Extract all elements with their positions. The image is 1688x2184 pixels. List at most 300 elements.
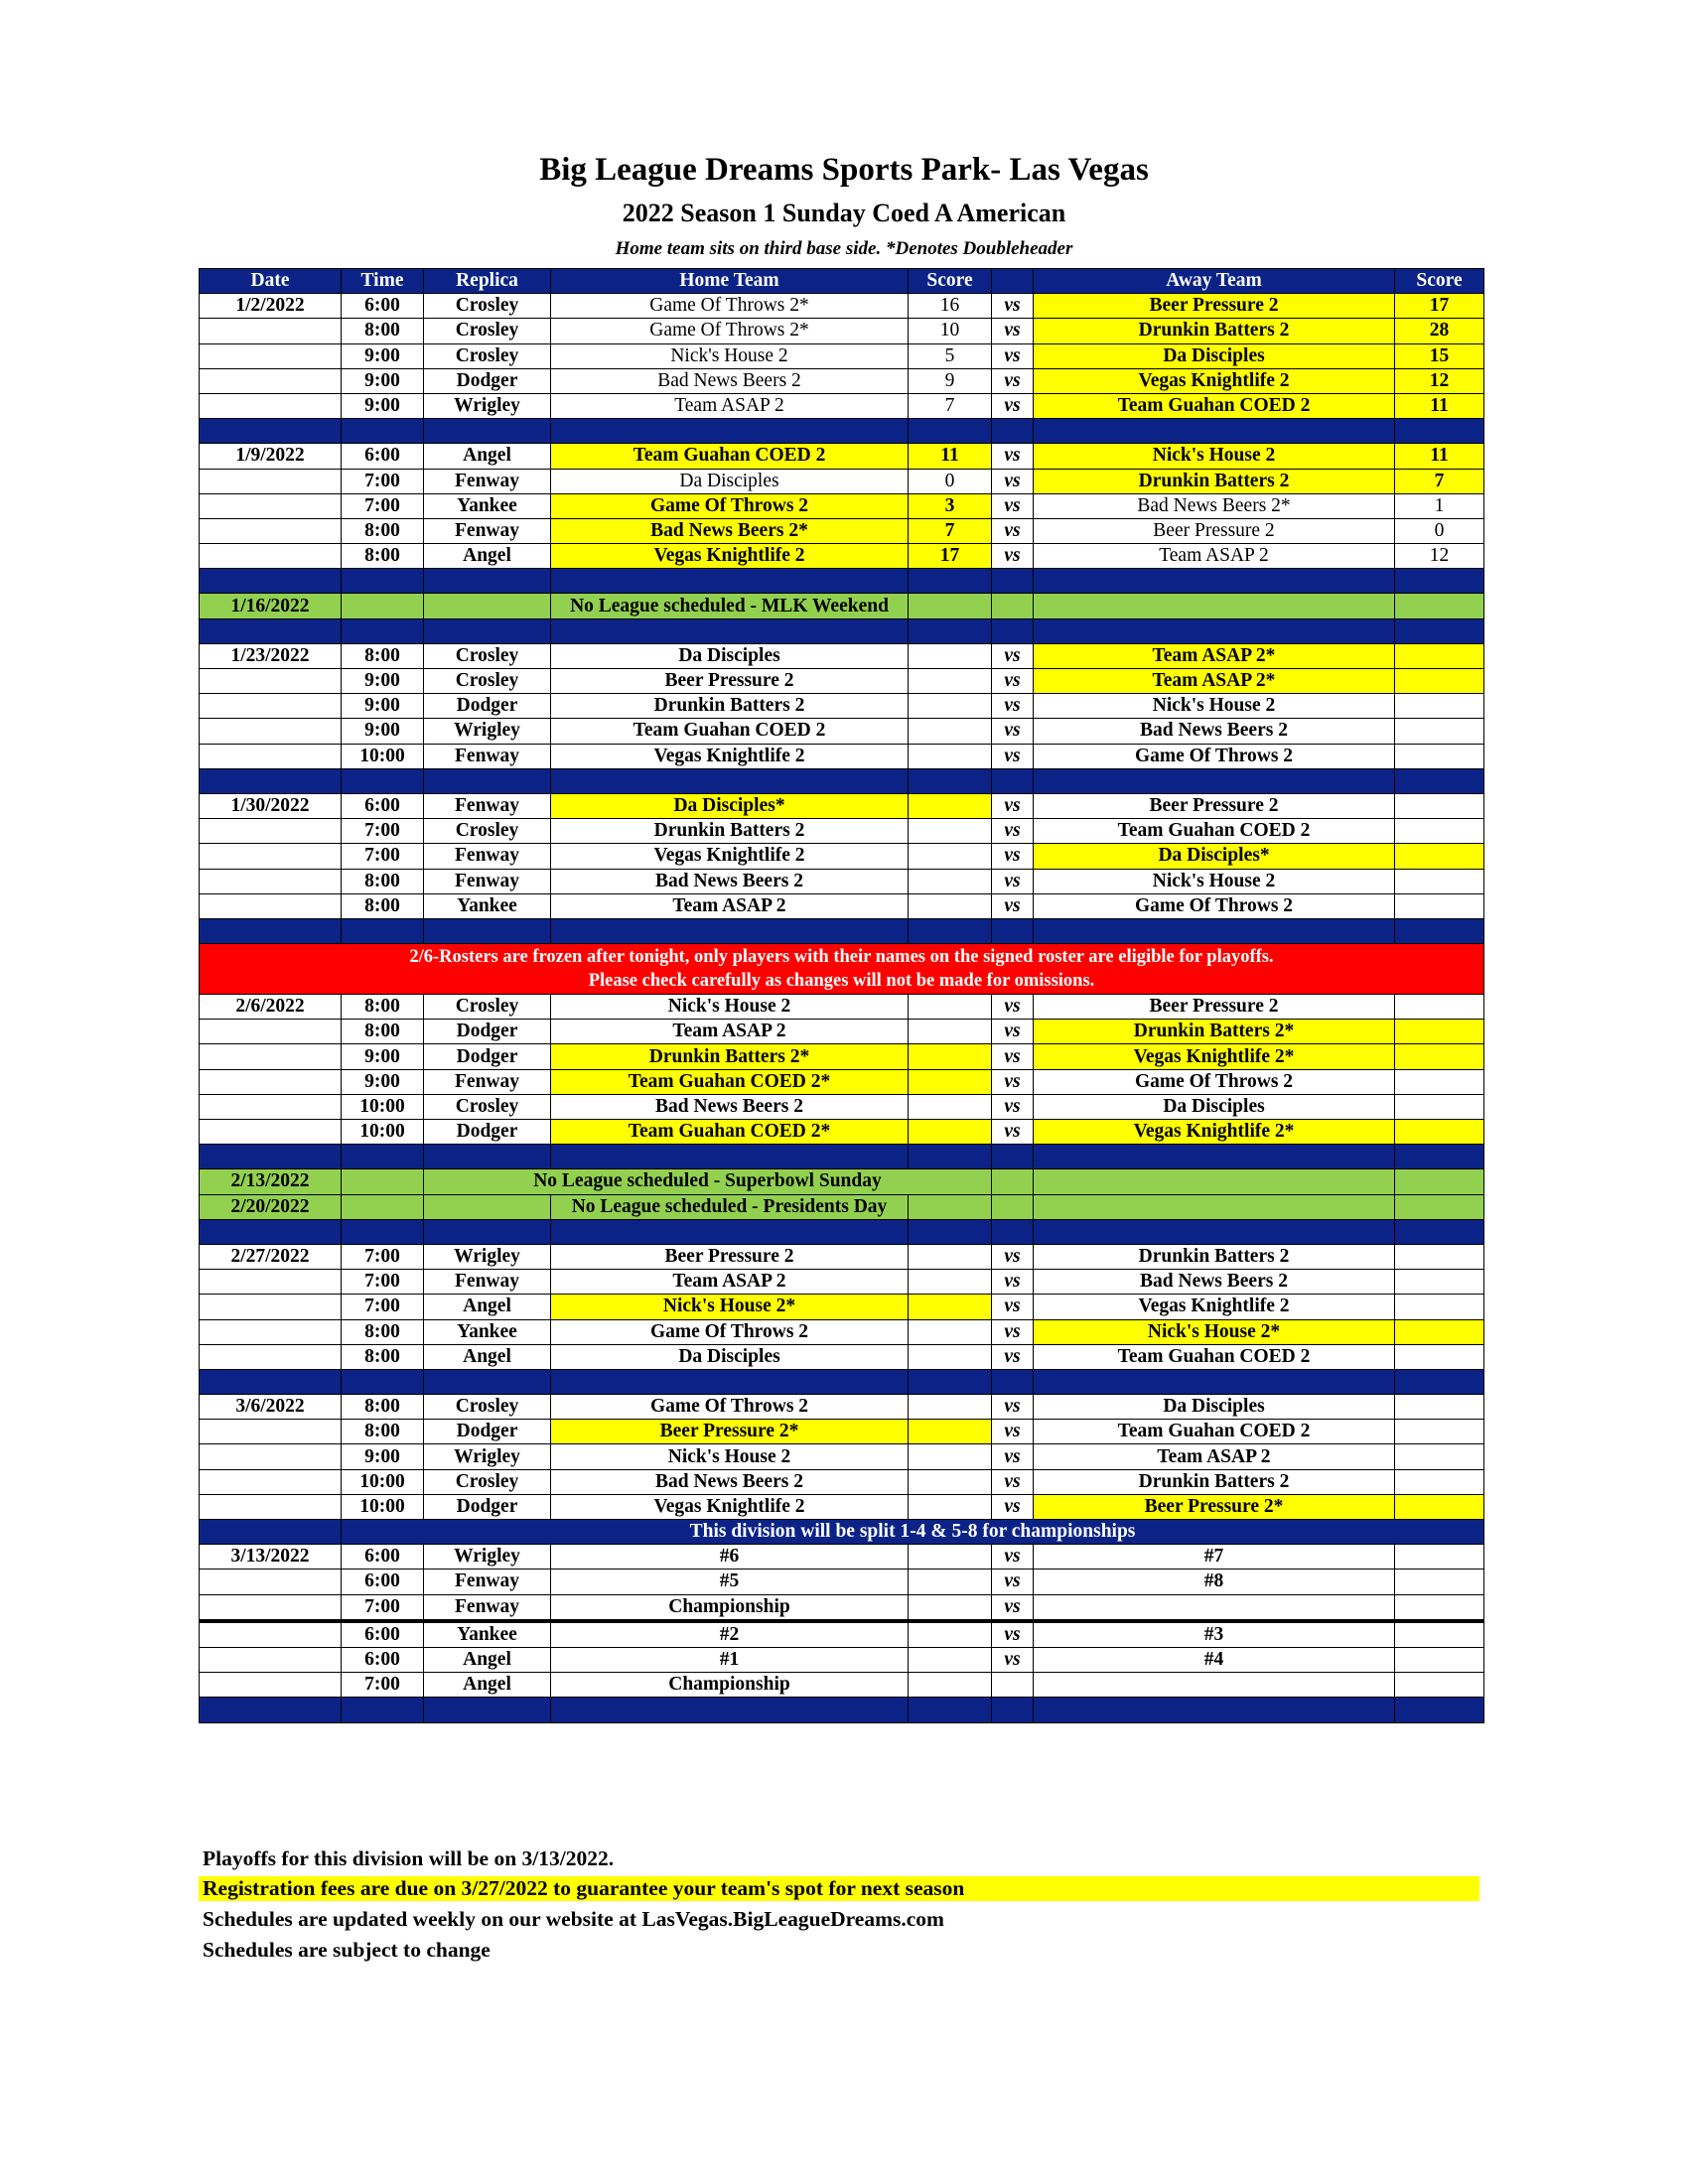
away-team-cell: Vegas Knightlife 2 <box>1034 1295 1395 1319</box>
home-team-cell: #5 <box>551 1570 909 1594</box>
date-cell <box>200 819 342 844</box>
away-score-cell <box>1395 1244 1484 1269</box>
home-team-cell: Team Guahan COED 2 <box>551 719 909 744</box>
away-score-cell: 11 <box>1395 393 1484 418</box>
home-score-cell <box>909 869 992 893</box>
away-team-cell: Vegas Knightlife 2 <box>1034 368 1395 393</box>
separator-row <box>200 419 1484 444</box>
separator-cell <box>424 1219 551 1244</box>
away-team-cell: Beer Pressure 2 <box>1034 294 1395 319</box>
separator-cell <box>909 1369 992 1394</box>
replica-cell: Fenway <box>424 744 551 768</box>
home-score-cell <box>909 1194 992 1219</box>
separator-cell <box>551 1219 909 1244</box>
away-team-cell: Team ASAP 2 <box>1034 544 1395 569</box>
vs-cell: vs <box>992 294 1034 319</box>
away-score-cell <box>1395 1319 1484 1344</box>
vs-cell: vs <box>992 1647 1034 1672</box>
home-team-cell: Game Of Throws 2* <box>551 319 909 343</box>
game-row <box>200 1469 1484 1494</box>
replica-cell: Yankee <box>424 1621 551 1648</box>
date-cell: 2/20/2022 <box>200 1194 342 1219</box>
header-time: Time <box>342 269 424 294</box>
vs-cell: vs <box>992 319 1034 343</box>
header-vs <box>992 269 1034 294</box>
home-score-cell: 0 <box>909 469 992 493</box>
home-score-cell <box>909 643 992 668</box>
replica-cell: Crosley <box>424 319 551 343</box>
away-team-cell: Bad News Beers 2 <box>1034 719 1395 744</box>
separator-cell <box>992 1698 1034 1722</box>
home-score-cell: 7 <box>909 393 992 418</box>
away-score-cell <box>1395 1494 1484 1519</box>
away-team-cell: Drunkin Batters 2 <box>1034 1244 1395 1269</box>
home-score-cell <box>909 1295 992 1319</box>
away-team-cell: Da Disciples* <box>1034 844 1395 869</box>
separator-cell <box>992 768 1034 793</box>
away-score-cell <box>1395 1069 1484 1094</box>
separator-cell <box>1034 569 1395 594</box>
vs-cell: vs <box>992 1395 1034 1420</box>
away-score-cell <box>1395 744 1484 768</box>
separator-cell <box>424 569 551 594</box>
separator-row <box>200 918 1484 943</box>
date-cell <box>200 493 342 518</box>
replica-cell: Angel <box>424 1344 551 1369</box>
date-cell <box>200 1594 342 1621</box>
time-cell: 7:00 <box>342 1594 424 1621</box>
vs-cell: vs <box>992 1570 1034 1594</box>
away-score-cell: 7 <box>1395 469 1484 493</box>
vs-cell: vs <box>992 368 1034 393</box>
home-team-cell: Beer Pressure 2 <box>551 1244 909 1269</box>
away-team-cell: Beer Pressure 2 <box>1034 518 1395 543</box>
game-row <box>200 1395 1484 1420</box>
home-score-cell: 10 <box>909 319 992 343</box>
time-cell: 6:00 <box>342 444 424 469</box>
vs-cell: vs <box>992 444 1034 469</box>
away-score-cell <box>1395 1621 1484 1648</box>
separator-cell <box>200 918 342 943</box>
home-team-cell: #1 <box>551 1647 909 1672</box>
replica-cell: Dodger <box>424 1420 551 1444</box>
home-score-cell: 5 <box>909 343 992 368</box>
away-score-cell <box>1395 1344 1484 1369</box>
separator-cell <box>551 419 909 444</box>
date-cell <box>200 1319 342 1344</box>
separator-cell <box>551 1698 909 1722</box>
roster-alert-line-1: 2/6-Rosters are frozen after tonight, only players with their names on the signed roster are eligible for playoffs. <box>409 947 1274 968</box>
replica-cell: Fenway <box>424 1270 551 1295</box>
game-row <box>200 1344 1484 1369</box>
replica-cell: Angel <box>424 1647 551 1672</box>
away-score-cell <box>1395 669 1484 694</box>
separator-cell <box>1034 618 1395 643</box>
replica-cell: Wrigley <box>424 719 551 744</box>
header-home-team: Home Team <box>551 269 909 294</box>
time-cell: 8:00 <box>342 1344 424 1369</box>
home-score-cell <box>909 719 992 744</box>
home-score-cell <box>909 1621 992 1648</box>
time-cell: 9:00 <box>342 669 424 694</box>
vs-cell: vs <box>992 1420 1034 1444</box>
date-cell <box>200 544 342 569</box>
vs-cell: vs <box>992 1545 1034 1570</box>
separator-cell <box>909 618 992 643</box>
game-row <box>200 368 1484 393</box>
away-score-cell: 15 <box>1395 343 1484 368</box>
away-team-cell <box>1034 1169 1395 1194</box>
separator-cell <box>1395 419 1484 444</box>
vs-cell: vs <box>992 1069 1034 1094</box>
time-cell: 8:00 <box>342 319 424 343</box>
away-score-cell <box>1395 1673 1484 1698</box>
home-team-cell: Game Of Throws 2 <box>551 1395 909 1420</box>
separator-cell <box>1395 1145 1484 1169</box>
away-score-cell: 17 <box>1395 294 1484 319</box>
home-team-cell: Game Of Throws 2 <box>551 1319 909 1344</box>
replica-cell: Fenway <box>424 793 551 818</box>
time-cell: 8:00 <box>342 643 424 668</box>
home-score-cell <box>909 1395 992 1420</box>
separator-row <box>200 1369 1484 1394</box>
separator-cell <box>992 1145 1034 1169</box>
replica-cell: Fenway <box>424 844 551 869</box>
home-team-cell: #6 <box>551 1545 909 1570</box>
separator-cell <box>992 618 1034 643</box>
game-row <box>200 544 1484 569</box>
separator-cell <box>909 918 992 943</box>
replica-cell: Wrigley <box>424 1244 551 1269</box>
date-cell <box>200 1094 342 1119</box>
away-team-cell: Da Disciples <box>1034 1395 1395 1420</box>
replica-cell: Angel <box>424 444 551 469</box>
home-score-cell <box>909 793 992 818</box>
separator-cell <box>1395 1369 1484 1394</box>
home-score-cell <box>909 1570 992 1594</box>
roster-alert-row <box>200 944 1484 995</box>
separator-cell <box>200 569 342 594</box>
time-cell: 7:00 <box>342 1270 424 1295</box>
home-score-cell: 9 <box>909 368 992 393</box>
separator-cell <box>200 618 342 643</box>
game-row <box>200 1020 1484 1044</box>
separator-cell <box>992 918 1034 943</box>
game-row <box>200 1244 1484 1269</box>
game-row <box>200 444 1484 469</box>
home-score-cell: 17 <box>909 544 992 569</box>
home-score-cell <box>909 1469 992 1494</box>
home-team-cell: Vegas Knightlife 2 <box>551 1494 909 1519</box>
away-team-cell: #3 <box>1034 1621 1395 1648</box>
game-row <box>200 294 1484 319</box>
game-row <box>200 518 1484 543</box>
footer-website: Schedules are updated weekly on our website at LasVegas.BigLeagueDreams.com <box>203 1907 944 1931</box>
date-cell: 2/27/2022 <box>200 1244 342 1269</box>
away-team-cell <box>1034 1194 1395 1219</box>
separator-cell <box>424 1698 551 1722</box>
vs-cell: vs <box>992 1120 1034 1145</box>
separator-row <box>200 768 1484 793</box>
home-team-cell: Nick's House 2* <box>551 1295 909 1319</box>
separator-cell <box>424 618 551 643</box>
home-team-cell: Team ASAP 2 <box>551 1020 909 1044</box>
away-score-cell <box>1395 1194 1484 1219</box>
home-score-cell: 7 <box>909 518 992 543</box>
vs-cell: vs <box>992 1319 1034 1344</box>
separator-cell <box>200 1219 342 1244</box>
home-team-cell: Da Disciples <box>551 1344 909 1369</box>
home-score-cell <box>909 995 992 1020</box>
separator-cell <box>551 618 909 643</box>
replica-cell: Crosley <box>424 669 551 694</box>
home-score-cell <box>909 1069 992 1094</box>
separator-cell <box>424 1145 551 1169</box>
home-team-cell: Team Guahan COED 2* <box>551 1120 909 1145</box>
vs-cell: vs <box>992 669 1034 694</box>
separator-cell <box>342 1369 424 1394</box>
vs-cell: vs <box>992 744 1034 768</box>
replica-cell: Fenway <box>424 869 551 893</box>
game-row <box>200 1295 1484 1319</box>
separator-cell <box>342 1698 424 1722</box>
separator-cell <box>342 419 424 444</box>
vs-cell: vs <box>992 793 1034 818</box>
home-score-cell <box>909 893 992 918</box>
game-row <box>200 1420 1484 1444</box>
time-cell: 9:00 <box>342 719 424 744</box>
header-date: Date <box>200 269 342 294</box>
replica-cell: Crosley <box>424 294 551 319</box>
home-score-cell <box>909 694 992 719</box>
home-team-cell: Vegas Knightlife 2 <box>551 744 909 768</box>
separator-cell <box>909 569 992 594</box>
home-team-cell: Da Disciples* <box>551 793 909 818</box>
separator-row <box>200 1145 1484 1169</box>
time-cell: 7:00 <box>342 469 424 493</box>
away-team-cell: Da Disciples <box>1034 1094 1395 1119</box>
away-team-cell: Team ASAP 2 <box>1034 1444 1395 1469</box>
away-team-cell <box>1034 1673 1395 1698</box>
replica-cell: Crosley <box>424 819 551 844</box>
away-score-cell <box>1395 643 1484 668</box>
away-score-cell: 1 <box>1395 493 1484 518</box>
away-score-cell <box>1395 719 1484 744</box>
home-score-cell <box>909 1044 992 1069</box>
away-team-cell <box>1034 594 1395 618</box>
away-team-cell: Bad News Beers 2 <box>1034 1270 1395 1295</box>
separator-cell <box>342 918 424 943</box>
home-score-cell <box>909 1244 992 1269</box>
game-row <box>200 793 1484 818</box>
replica-cell: Wrigley <box>424 393 551 418</box>
date-cell: 1/23/2022 <box>200 643 342 668</box>
away-score-cell <box>1395 893 1484 918</box>
replica-cell <box>424 1194 551 1219</box>
away-score-cell <box>1395 1120 1484 1145</box>
schedule-body <box>200 294 1484 1722</box>
home-score-cell <box>909 1319 992 1344</box>
separator-cell <box>992 1369 1034 1394</box>
replica-cell: Angel <box>424 544 551 569</box>
game-row <box>200 1621 1484 1648</box>
away-score-cell: 0 <box>1395 518 1484 543</box>
replica-cell: Crosley <box>424 1469 551 1494</box>
away-team-cell: Team ASAP 2* <box>1034 669 1395 694</box>
time-cell <box>342 1169 424 1194</box>
vs-cell: vs <box>992 1444 1034 1469</box>
no-league-message: No League scheduled - MLK Weekend <box>551 594 909 618</box>
time-cell: 10:00 <box>342 1469 424 1494</box>
home-score-cell <box>909 1020 992 1044</box>
replica-cell: Dodger <box>424 1494 551 1519</box>
date-cell <box>200 1444 342 1469</box>
home-score-cell <box>909 1594 992 1621</box>
time-cell: 10:00 <box>342 1120 424 1145</box>
vs-cell: vs <box>992 1094 1034 1119</box>
vs-cell: vs <box>992 893 1034 918</box>
header-row <box>200 269 1484 294</box>
away-team-cell: Nick's House 2 <box>1034 444 1395 469</box>
away-team-cell <box>1034 1594 1395 1621</box>
away-score-cell <box>1395 1295 1484 1319</box>
date-cell <box>200 893 342 918</box>
replica-cell: Wrigley <box>424 1444 551 1469</box>
away-team-cell: Drunkin Batters 2* <box>1034 1020 1395 1044</box>
date-cell: 1/16/2022 <box>200 594 342 618</box>
date-cell <box>200 1044 342 1069</box>
away-score-cell <box>1395 1444 1484 1469</box>
separator-cell <box>1395 768 1484 793</box>
time-cell: 6:00 <box>342 793 424 818</box>
home-team-cell: Team ASAP 2 <box>551 1270 909 1295</box>
vs-cell: vs <box>992 343 1034 368</box>
separator-cell <box>1395 918 1484 943</box>
home-team-cell: Da Disciples <box>551 643 909 668</box>
vs-cell: vs <box>992 694 1034 719</box>
away-score-cell <box>1395 1270 1484 1295</box>
away-score-cell: 11 <box>1395 444 1484 469</box>
game-row <box>200 1570 1484 1594</box>
game-row <box>200 1120 1484 1145</box>
separator-cell <box>424 1369 551 1394</box>
no-league-message: No League scheduled - Presidents Day <box>551 1194 909 1219</box>
time-cell: 6:00 <box>342 1621 424 1648</box>
away-team-cell: #4 <box>1034 1647 1395 1672</box>
replica-cell: Dodger <box>424 368 551 393</box>
away-team-cell: Drunkin Batters 2 <box>1034 1469 1395 1494</box>
split-blank <box>200 1520 342 1545</box>
home-team-cell: Bad News Beers 2 <box>551 1094 909 1119</box>
home-team-cell: #2 <box>551 1621 909 1648</box>
replica-cell: Crosley <box>424 995 551 1020</box>
home-team-cell: Game Of Throws 2* <box>551 294 909 319</box>
away-team-cell: Game Of Throws 2 <box>1034 744 1395 768</box>
time-cell: 8:00 <box>342 893 424 918</box>
vs-cell: vs <box>992 518 1034 543</box>
away-score-cell <box>1395 1020 1484 1044</box>
game-row <box>200 819 1484 844</box>
vs-cell: vs <box>992 869 1034 893</box>
header-away-team: Away Team <box>1034 269 1395 294</box>
vs-cell: vs <box>992 1244 1034 1269</box>
vs-cell: vs <box>992 493 1034 518</box>
date-cell: 1/9/2022 <box>200 444 342 469</box>
time-cell: 7:00 <box>342 844 424 869</box>
separator-cell <box>551 1145 909 1169</box>
home-team-cell: Da Disciples <box>551 469 909 493</box>
separator-cell <box>1395 569 1484 594</box>
vs-cell: vs <box>992 1621 1034 1648</box>
away-team-cell: #7 <box>1034 1545 1395 1570</box>
date-cell <box>200 393 342 418</box>
page-subtitle: 2022 Season 1 Sunday Coed A American <box>622 199 1066 227</box>
home-team-cell: Game Of Throws 2 <box>551 493 909 518</box>
away-score-cell: 28 <box>1395 319 1484 343</box>
separator-row <box>200 1698 1484 1722</box>
page-title: Big League Dreams Sports Park- Las Vegas <box>539 152 1149 188</box>
home-team-cell: Drunkin Batters 2* <box>551 1044 909 1069</box>
replica-cell: Fenway <box>424 1570 551 1594</box>
time-cell: 9:00 <box>342 368 424 393</box>
date-cell <box>200 1570 342 1594</box>
date-cell: 2/13/2022 <box>200 1169 342 1194</box>
separator-cell <box>1034 419 1395 444</box>
replica-cell: Dodger <box>424 694 551 719</box>
date-cell <box>200 669 342 694</box>
away-score-cell <box>1395 1469 1484 1494</box>
away-team-cell: Team Guahan COED 2 <box>1034 1420 1395 1444</box>
away-team-cell: Team Guahan COED 2 <box>1034 1344 1395 1369</box>
away-score-cell <box>1395 869 1484 893</box>
home-score-cell <box>909 1545 992 1570</box>
vs-cell <box>992 1673 1034 1698</box>
home-team-cell: Nick's House 2 <box>551 1444 909 1469</box>
vs-cell: vs <box>992 469 1034 493</box>
separator-cell <box>909 1145 992 1169</box>
replica-cell: Fenway <box>424 518 551 543</box>
time-cell: 10:00 <box>342 744 424 768</box>
time-cell: 7:00 <box>342 1244 424 1269</box>
away-score-cell <box>1395 844 1484 869</box>
away-team-cell: Bad News Beers 2* <box>1034 493 1395 518</box>
header-home-score: Score <box>909 269 992 294</box>
date-cell <box>200 469 342 493</box>
separator-cell <box>1395 618 1484 643</box>
roster-alert <box>200 944 1484 995</box>
away-score-cell: 12 <box>1395 368 1484 393</box>
away-score-cell: 12 <box>1395 544 1484 569</box>
home-score-cell <box>909 1120 992 1145</box>
replica-cell: Fenway <box>424 1594 551 1621</box>
game-row <box>200 669 1484 694</box>
home-score-cell <box>909 844 992 869</box>
replica-cell: Dodger <box>424 1020 551 1044</box>
home-score-cell <box>909 1344 992 1369</box>
vs-cell: vs <box>992 1594 1034 1621</box>
replica-cell: Dodger <box>424 1120 551 1145</box>
separator-cell <box>424 918 551 943</box>
date-cell <box>200 1420 342 1444</box>
game-row <box>200 493 1484 518</box>
no-league-row <box>200 1194 1484 1219</box>
away-score-cell <box>1395 1545 1484 1570</box>
game-row <box>200 744 1484 768</box>
game-row <box>200 995 1484 1020</box>
separator-cell <box>551 768 909 793</box>
separator-cell <box>200 1698 342 1722</box>
home-score-cell <box>909 1444 992 1469</box>
